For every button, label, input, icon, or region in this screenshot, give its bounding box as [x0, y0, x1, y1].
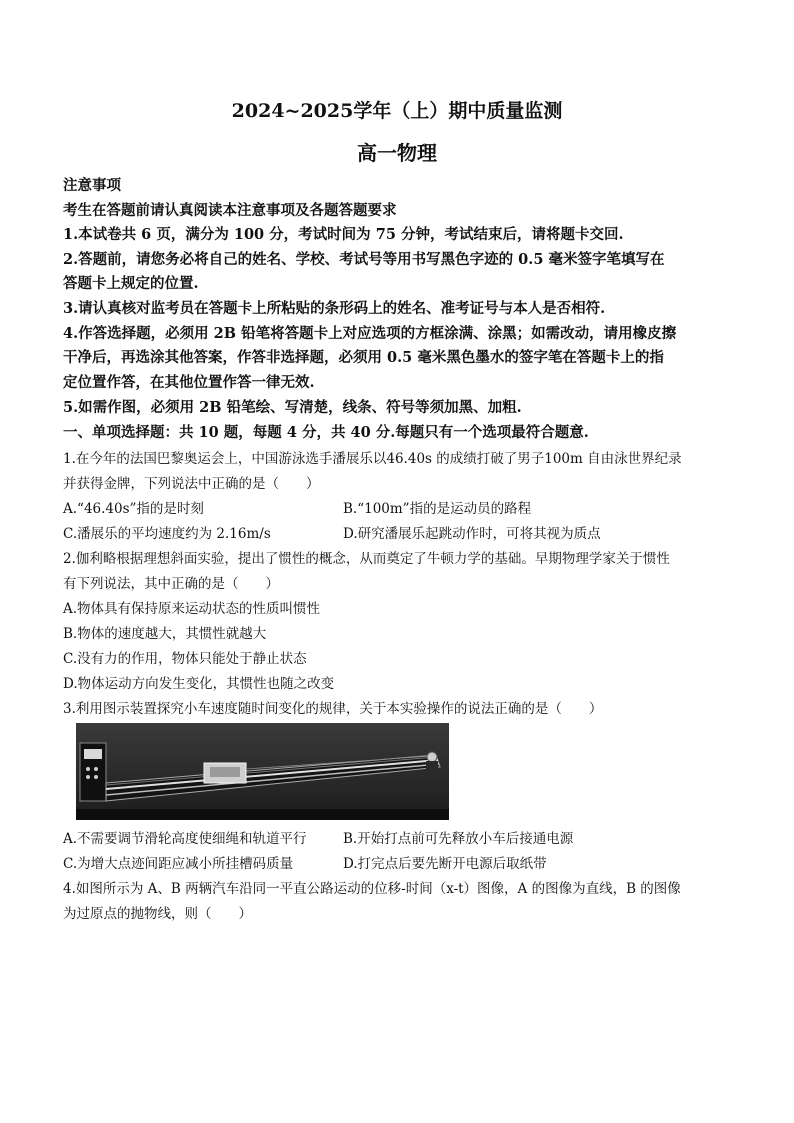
q2-option-a: A.物体具有保持原来运动状态的性质叫惯性	[63, 601, 321, 617]
notice-line-3: 3.请认真核对监考员在答题卡上所粘贴的条形码上的姓名、准考证号与本人是否相符.	[63, 300, 606, 317]
q2-option-d: D.物体运动方向发生变化，其惯性也随之改变	[63, 676, 335, 692]
q2-option-b: B.物体的速度越大，其惯性就越大	[63, 626, 267, 642]
notice-line-2: 2.答题前，请您务必将自己的姓名、学校、考试号等用书写黑色字迹的 0.5 毫米签字笔填写在	[63, 251, 665, 268]
section1-heading: 一、单项选择题：共 10 题，每题 4 分，共 40 分.每题只有一个选项最符合题意.	[63, 424, 589, 441]
q3-option-c: C.为增大点迹间距应减小所挂槽码质量	[63, 856, 294, 872]
notice-intro: 考生在答题前请认真阅读本注意事项及各题答题要求	[63, 202, 397, 219]
q2-stem-line2: 有下列说法，其中正确的是（ ）	[63, 576, 279, 592]
q3-option-d: D.打完点后要先断开电源后取纸带	[343, 856, 547, 872]
exam-title: 2024~2025学年（上）期中质量监测	[231, 100, 563, 122]
notice-line-2-cont: 答题卡上规定的位置.	[63, 275, 199, 292]
q4-stem-line1: 4.如图所示为 A、B 两辆汽车沿同一平直公路运动的位移-时间（x-t）图像，A 的图像为直线，B 的图像	[63, 881, 681, 897]
q1-option-a: A.“46.40s”指的是时刻	[63, 501, 204, 517]
notice-line-1: 1.本试卷共 6 页，满分为 100 分，考试时间为 75 分钟，考试结束后，请将题卡交回.	[63, 226, 624, 243]
notice-line-4-cont2: 定位置作答，在其他位置作答一律无效.	[63, 374, 315, 391]
q3-option-b: B.开始打点前可先释放小车后接通电源	[343, 831, 574, 847]
notice-heading: 注意事项	[63, 177, 121, 194]
q1-stem-line1: 1.在今年的法国巴黎奥运会上，中国游泳选手潘展乐以46.40s 的成绩打破了男子100m 自由泳世界纪录	[63, 451, 682, 467]
exam-subject: 高一物理	[357, 141, 437, 165]
q1-option-d: D.研究潘展乐起跳动作时，可将其视为质点	[343, 526, 601, 542]
q3-option-a: A.不需要调节滑轮高度使细绳和轨道平行	[63, 831, 307, 847]
q1-option-b: B.“100m”指的是运动员的路程	[343, 501, 532, 517]
q1-option-c: C.潘展乐的平均速度约为 2.16m/s	[63, 526, 271, 542]
q2-stem-line1: 2.伽利略根据理想斜面实验，提出了惯性的概念，从而奠定了牛顿力学的基础。早期物理学家关于惯性	[63, 551, 670, 567]
q3-stem: 3.利用图示装置探究小车速度随时间变化的规律，关于本实验操作的说法正确的是（ ）	[63, 701, 603, 717]
notice-line-4: 4.作答选择题，必须用 2B 铅笔将答题卡上对应选项的方框涂满、涂黑；如需改动，请用橡皮擦	[63, 325, 677, 342]
q1-stem-line2: 并获得金牌，下列说法中正确的是（ ）	[63, 476, 320, 492]
notice-line-5: 5.如需作图，必须用 2B 铅笔绘、写清楚，线条、符号等须加黑、加粗.	[63, 399, 522, 416]
q2-option-c: C.没有力的作用，物体只能处于静止状态	[63, 651, 307, 667]
notice-line-4-cont1: 干净后，再选涂其他答案，作答非选择题，必须用 0.5 毫米黑色墨水的签字笔在答题卡上的指	[63, 349, 664, 366]
apparatus-photo	[76, 723, 449, 820]
track-apparatus-image	[76, 723, 449, 820]
q4-stem-line2: 为过原点的抛物线，则（ ）	[63, 906, 252, 922]
